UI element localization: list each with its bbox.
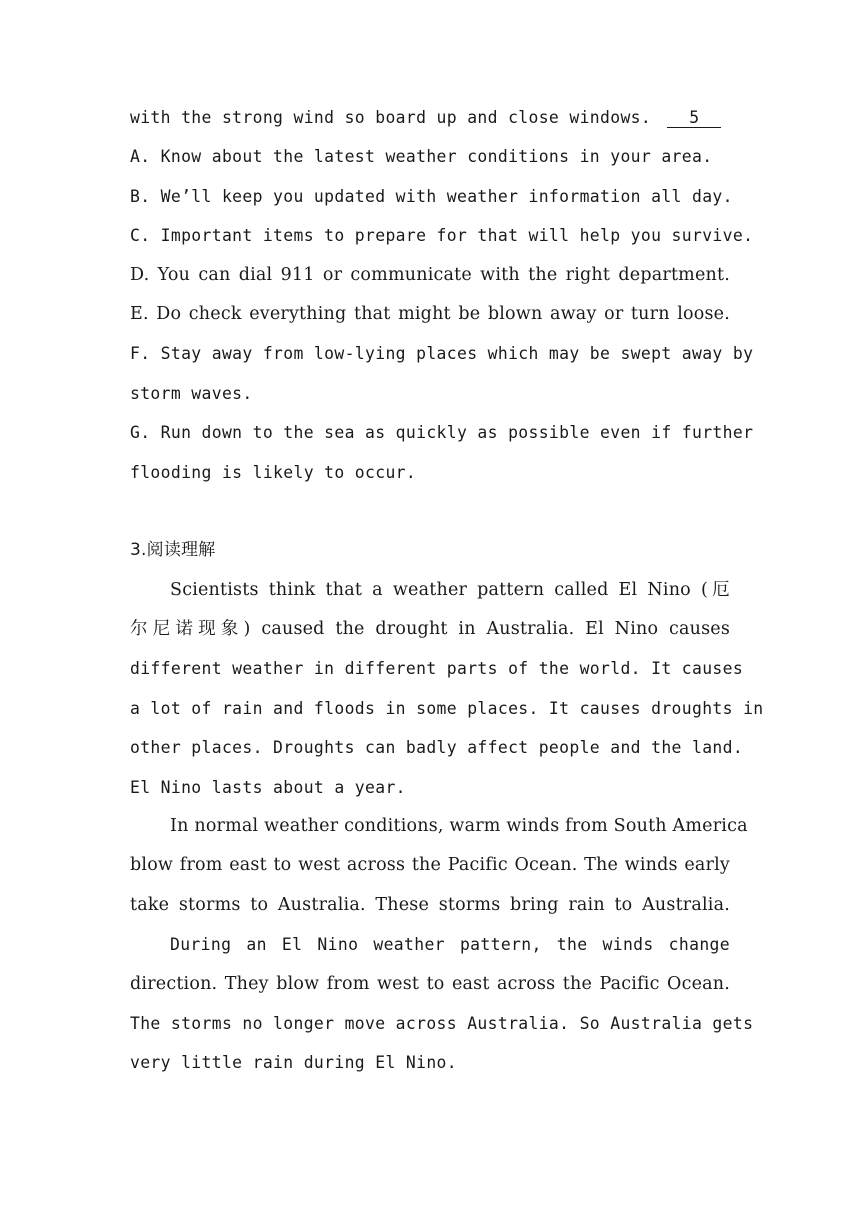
paragraph-1-line-1: Scientists think that a weather pattern called El Nino (厄: [170, 579, 730, 600]
paragraph-1-line-6: El Nino lasts about a year.: [130, 777, 406, 797]
option-a: A. Know about the latest weather conditions in your area.: [130, 147, 713, 167]
paragraph-3-line-1: During an El Nino weather pattern, the winds change: [170, 935, 730, 955]
paragraph-1-line-2: 尔尼诺现象) caused the drought in Australia. El Nino causes: [130, 619, 730, 640]
section-title: 3.阅读理解: [130, 540, 216, 561]
option-g-line-2: flooding is likely to occur.: [130, 462, 417, 482]
paragraph-1-line-4: a lot of rain and floods in some places. It causes droughts in: [130, 698, 764, 718]
question-tail-text: with the strong wind so board up and close windows.: [130, 108, 652, 127]
paragraph-1-line-5: other places. Droughts can badly affect people and the land.: [130, 738, 744, 758]
option-g-line-1: G. Run down to the sea as quickly as possible even if further: [130, 423, 754, 443]
paragraph-3-line-4: very little rain during El Nino.: [130, 1053, 457, 1073]
paragraph-3-line-2: direction. They blow from west to east across the Pacific Ocean.: [130, 973, 730, 994]
paragraph-2-line-3: take storms to Australia. These storms bring rain to Australia.: [130, 894, 730, 915]
option-e: E. Do check everything that might be blown away or turn loose.: [130, 303, 730, 324]
section-gap: [130, 492, 730, 531]
option-c: C. Important items to prepare for that will help you survive.: [130, 226, 754, 246]
answer-blank-5: 5: [667, 109, 721, 128]
option-f-line-1: F. Stay away from low-lying places which may be swept away by: [130, 344, 754, 364]
paragraph-2-line-1: In normal weather conditions, warm winds from South America: [170, 816, 748, 837]
paragraph-3-line-3: The storms no longer move across Australia. So Australia gets: [130, 1013, 754, 1033]
option-d: D. You can dial 911 or communicate with the right department.: [130, 264, 730, 285]
paragraph-2-line-2: blow from east to west across the Pacific Ocean. The winds early: [130, 855, 730, 876]
document-page: [130, 98, 764, 1083]
question-tail-line: [130, 98, 730, 137]
option-b: B. We’ll keep you updated with weather information all day.: [130, 186, 733, 206]
paragraph-1-line-3: different weather in different parts of the world. It causes: [130, 659, 744, 679]
option-f-line-2: storm waves.: [130, 383, 253, 403]
